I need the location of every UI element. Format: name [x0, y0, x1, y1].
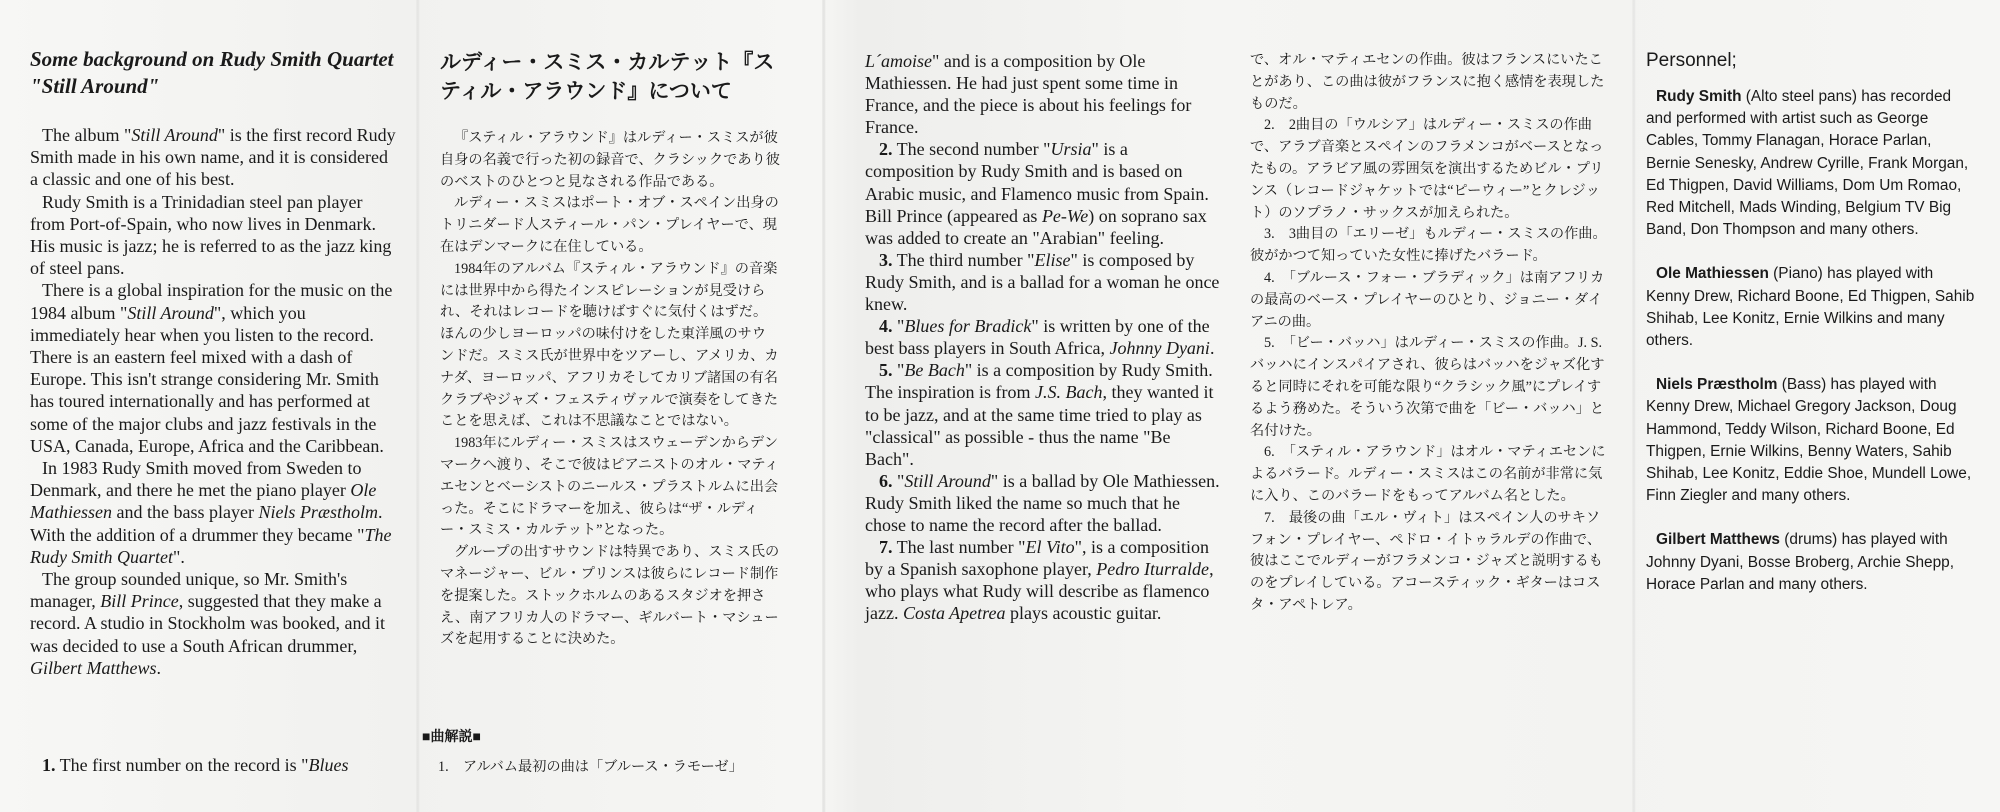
paragraph: 6. "Still Around" is a ballad by Ole Mathiessen. Rudy Smith liked the name so much that he chose to name the record after the ballad.: [865, 470, 1220, 535]
paragraph: 3. 3曲目の「エリーゼ」もルディー・スミスの作曲。彼がかつて知っていた女性に捧げたバラード。: [1250, 226, 1607, 265]
italic-text: Elise: [1034, 249, 1071, 270]
paragraph: The album "Still Around" is the first record Rudy Smith made in his own name, and it is considered a classic and one of his best.: [30, 125, 396, 190]
bold-text: Niels Præstholm: [1656, 376, 1778, 394]
paragraph: Rudy Smith (Alto steel pans) has recorded and performed with artist such as George Cables, Tommy Flanagan, Horace Parlan, Bernie Senesky, Andrew Cyrille, Frank Morgan, Ed Thigpen, David Williams, Dom Um Romao, Red Mitchell, Mads Winding, Belgium TV Big Band, Don Thompson and many others.: [1646, 88, 1969, 239]
bold-text: 7.: [879, 537, 893, 558]
bold-text: Rudy Smith: [1656, 88, 1742, 105]
japanese-title: ルディー・スミス・カルテット『スティル・アラウンド』について: [440, 50, 775, 103]
italic-text: Gilbert Matthews: [30, 657, 157, 678]
bold-text: Ole Mathiessen: [1656, 265, 1769, 283]
italic-text: Still Around: [127, 302, 214, 323]
japanese-background-body: [440, 128, 780, 651]
bold-text: 6.: [879, 470, 893, 491]
paragraph: 5. 「ビー・バッハ」はルディー・スミスの作曲。J. S. バッハにインスパイアされ、彼らはバッハをジャズ化すると同時にそれを可能な限り“クラシック風”にプレイするよう務めた。そういう次第で曲を「ビー・バッハ」と名付けた。: [1250, 335, 1605, 439]
italic-text: Be Bach: [904, 360, 965, 381]
italic-text: Still Around: [904, 470, 991, 491]
bold-text: Gilbert Matthews: [1656, 531, 1780, 549]
paragraph: 1983年にルディー・スミスはスウェーデンからデンマークへ渡り、そこで彼はピアニストのオル・マティエセンとベーシストのニールス・プラストルムに出会った。そこにドラマーを加え、彼らは“ザ・ルディー・スミス・カルテット”となった。: [440, 435, 779, 539]
panel-fold: [822, 0, 826, 812]
bold-text: 3.: [879, 249, 893, 270]
background-body: [30, 124, 400, 679]
italic-text: Pe-We: [1041, 205, 1089, 226]
paragraph: グループの出すサウンドは特異であり、スミス氏のマネージャー、ビル・プリンスは彼らにレコード制作を提案した。ストックホルムのあるスタジオを押さえ、南アフリカ人のドラマー、ギルバート・マシューズを起用することに決めた。: [440, 544, 780, 648]
paragraph: 5. "Be Bach" is a composition by Rudy Smith. The inspiration is from J.S. Bach, they wanted it to be jazz, and at the same time tried to play as "classical" as possible - thus the name "Be Bach".: [865, 360, 1214, 469]
paragraph: L´amoise" and is a composition by Ole Mathiessen. He had just spent some time in France, and the piece is about his feelings for France.: [865, 51, 1192, 138]
background-title: Some background on Rudy Smith Quartet "Still Around": [30, 47, 394, 98]
bold-text: 1.: [42, 755, 56, 775]
italic-text: Blues for Bradick: [904, 316, 1032, 337]
paragraph: In 1983 Rudy Smith moved from Sweden to Denmark, and there he met the piano player Ole Mathiessen and the bass player Niels Præstholm. With the addition of a drummer they became "The Rudy Smith Quartet".: [30, 458, 392, 567]
track-notes-heading: ■曲解説■: [422, 730, 481, 745]
paragraph: で、オル・マティエセンの作曲。彼はフランスにいたことがあり、この曲は彼がフランスに抱く感情を表現したものだ。: [1250, 52, 1605, 112]
japanese-track-notes-body: [1250, 50, 1610, 617]
track-notes-body: [865, 50, 1220, 624]
track-1-intro: 1. The first number on the record is "Blues: [42, 755, 349, 775]
paragraph: 2. 2曲目の「ウルシア」はルディー・スミスの作曲で、アラブ音楽とスペインのフラメンコがベースとなったもの。アラビア風の雰囲気を演出するためビル・プリンス（レコードジャケットでは“ピーウィー”とクレジット）のソプラノ・サックスが加えられた。: [1250, 117, 1604, 221]
italic-text: Still Around: [131, 125, 218, 145]
paragraph: 4. 「ブルース・フォー・ブラディック」は南アフリカの最高のベース・プレイヤーのひとり、ジョニー・ダイアニの曲。: [1250, 269, 1605, 330]
italic-text: Costa Apetrea: [902, 603, 1006, 624]
paragraph: There is a global inspiration for the music on the 1984 album "Still Around", which you immediately hear when you listen to the record. There is an eastern feel mixed with a dash of Europe. This isn't strange considering Mr. Smith has toured internationally and has performed at some of the major clubs and jazz festivals in the USA, Canada, Europe, Africa and the Caribbean.: [30, 280, 393, 456]
italic-text: Pedro Iturralde: [1096, 559, 1210, 580]
italic-text: The Rudy Smith Quartet: [30, 524, 392, 567]
italic-text: El Vito: [1025, 537, 1075, 558]
paragraph: ルディー・スミスはポート・オブ・スペイン出身のトリニダード人スティール・パン・プレイヤーで、現在はデンマークに在住している。: [440, 195, 779, 255]
bold-text: 2.: [879, 139, 893, 160]
panel-fold: [416, 0, 420, 812]
paragraph: Rudy Smith is a Trinidadian steel pan player from Port-of-Spain, who now lives in Denmark. His music is jazz; he is referred to as the jazz king of steel pans.: [30, 191, 392, 279]
paragraph: 3. The third number "Elise" is composed by Rudy Smith, and is a ballad for a woman he once knew.: [865, 249, 1220, 315]
paragraph: 6. 「スティル・アラウンド」はオル・マティエセンによるバラード。ルディー・スミスはこの名前が非常に気に入り、このバラードをもってアルバム名とした。: [1250, 444, 1606, 504]
paragraph: Ole Mathiessen (Piano) has played with Kenny Drew, Richard Boone, Ed Thigpen, Sahib Shihab, Lee Konitz, Ernie Wilkins and many others.: [1646, 265, 1975, 350]
italic-text: Bill Prince: [100, 591, 179, 612]
bold-text: 4.: [879, 316, 893, 337]
italic-text: Ursia: [1050, 139, 1092, 160]
paragraph: Niels Præstholm (Bass) has played with Kenny Drew, Michael Gregory Jackson, Doug Hammond, Teddy Wilson, Richard Boone, Ed Thigpen, Ernie Wilkins, Benny Waters, Sahib Shihab, Lee Konitz, Eddie Shoe, Mundell Lowe, Finn Ziegler and many others.: [1646, 376, 1972, 505]
italic-text: J.S. Bach: [1034, 382, 1103, 403]
italic-text: Niels Præstholm: [258, 502, 378, 523]
italic-text: Johnny Dyani: [1109, 338, 1210, 359]
paragraph: 7. The last number "El Vito", is a composition by a Spanish saxophone player, Pedro Iturralde, who plays what Rudy will describe as flamenco jazz. Costa Apetrea plays acoustic guitar.: [865, 537, 1214, 624]
italic-text: L´amoise: [865, 51, 932, 71]
paragraph: 1984年のアルバム『スティル・アラウンド』の音楽には世界中から得たインスピレーションが見受けられ、それはレコードを聴けばすぐに気付くはずだ。ほんの少しヨーロッパの味付けをした東洋風のサウンドだ。スミス氏が世界中をツアーし、アメリカ、カナダ、ヨーロッパ、アフリカそしてカリブ諸国の有名クラブやジャズ・フェスティヴァルで演奏をしてきたことを思えば、これは不思議なことではない。: [440, 260, 779, 430]
paragraph: The group sounded unique, so Mr. Smith's manager, Bill Prince, suggested that they make a record. A studio in Stockholm was booked, and it was decided to use a South African drummer, Gilbert Matthews.: [30, 569, 385, 678]
personnel-list: [1646, 86, 1976, 618]
personnel-heading: Personnel;: [1646, 50, 1737, 71]
italic-text: Blues: [308, 755, 349, 775]
paragraph: Gilbert Matthews (drums) has played with Johnny Dyani, Bosse Broberg, Archie Shepp, Horace Parlan and many others.: [1646, 531, 1954, 593]
japanese-track-1-intro: 1. アルバム最初の曲は「ブルース・ラモーゼ」: [438, 759, 743, 775]
paragraph: 7. 最後の曲「エル・ヴィト」はスペイン人のサキソフォン・プレイヤー、ペドロ・イトゥラルデの作曲で、彼はここでルディーがフラメンコ・ジャズと説明するものをプレイしている。アコースティック・ギターはコスタ・アペトレア。: [1250, 509, 1603, 613]
bold-text: 5.: [879, 360, 893, 381]
paragraph: 2. The second number "Ursia" is a composition by Rudy Smith and is based on Arabic music, and Flamenco music from Spain. Bill Prince (appeared as Pe-We) on soprano sax was added to create an "Arabian" feeling.: [865, 139, 1209, 248]
paragraph: 『スティル・アラウンド』はルディー・スミスが彼自身の名義で行った初の録音で、クラシックであり彼のベストのひとつと見なされる作品である。: [440, 130, 780, 190]
panel-fold: [1632, 0, 1636, 812]
paragraph: 4. "Blues for Bradick" is written by one of the best bass players in South Africa, Johnny Dyani.: [865, 316, 1215, 359]
italic-text: Ole Mathiessen: [30, 480, 377, 523]
